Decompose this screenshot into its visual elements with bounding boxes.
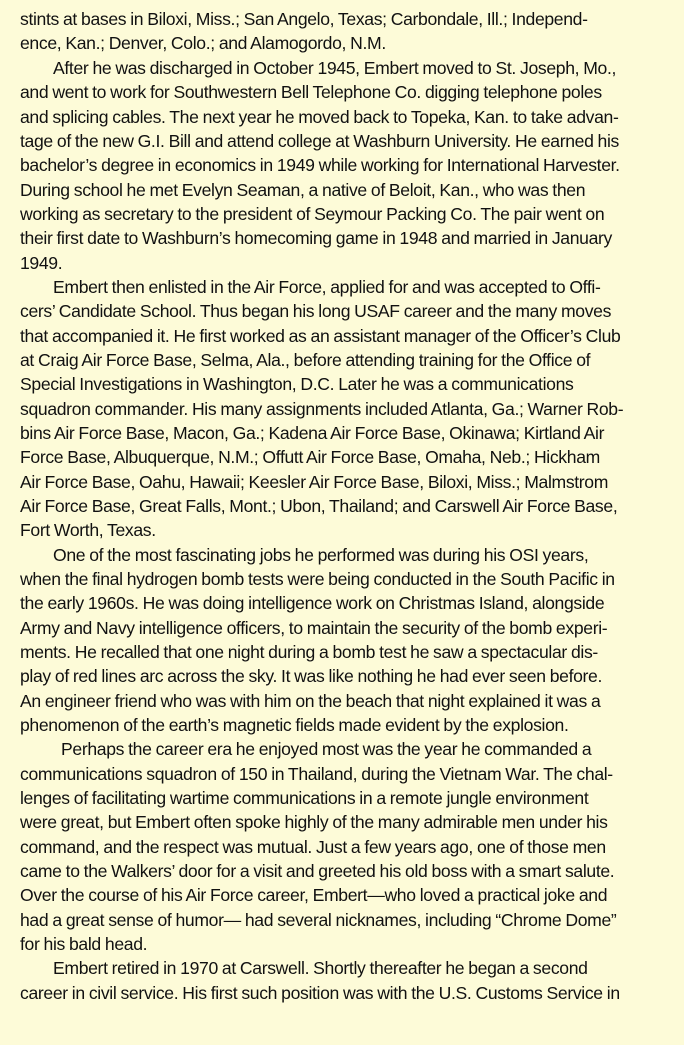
text-line: play of red lines arc across the sky. It was like nothing he had ever seen before. [20,666,603,686]
text-line: ments. He recalled that one night during a bomb test he saw a spectacular dis- [20,642,598,662]
text-line: tage of the new G.I. Bill and attend college at Washburn University. He earned his [20,131,619,151]
text-line: bachelor’s degree in economics in 1949 while working for International Harvester. [20,155,620,175]
text-line: at Craig Air Force Base, Selma, Ala., before attending training for the Office of [20,350,591,370]
text-line: After he was discharged in October 1945, Embert moved to St. Joseph, Mo., [53,58,617,78]
text-line: career in civil service. His first such position was with the U.S. Customs Service in [20,983,620,1003]
text-line: bins Air Force Base, Macon, Ga.; Kadena Air Force Base, Okinawa; Kirtland Air [20,423,605,443]
text-line: Air Force Base, Great Falls, Mont.; Ubon, Thailand; and Carswell Air Force Base, [20,496,618,516]
text-line: An engineer friend who was with him on the beach that night explained it was a [20,691,601,711]
text-line: when the final hydrogen bomb tests were being conducted in the South Pacific in [20,569,615,589]
text-line: phenomenon of the earth’s magnetic fields made evident by the explosion. [20,715,569,735]
text-line: Perhaps the career era he enjoyed most was the year he commanded a [61,739,592,759]
text-line: Embert then enlisted in the Air Force, applied for and was accepted to Offi- [53,277,601,297]
text-line: 1949. [20,253,63,273]
text-line: command, and the respect was mutual. Just a few years ago, one of those men [20,837,606,857]
text-line: that accompanied it. He first worked as an assistant manager of the Officer’s Club [20,326,621,346]
text-line: came to the Walkers’ door for a visit and greeted his old boss with a smart salute. [20,861,615,881]
text-line: were great, but Embert often spoke highly of the many admirable men under his [20,812,608,832]
text-line: had a great sense of humor— had several nicknames, including “Chrome Dome” [20,910,617,930]
text-line: cers’ Candidate School. Thus began his long USAF career and the many moves [20,301,612,321]
text-line: their first date to Washburn’s homecoming game in 1948 and married in January [20,228,612,248]
text-line: Embert retired in 1970 at Carswell. Shortly thereafter he began a second [53,958,588,978]
text-line: and splicing cables. The next year he moved back to Topeka, Kan. to take advan- [20,107,619,127]
text-line: lenges of facilitating wartime communications in a remote jungle environment [20,788,589,808]
text-line: Special Investigations in Washington, D.C. Later he was a communications [20,374,574,394]
text-line: squadron commander. His many assignments included Atlanta, Ga.; Warner Rob- [20,399,624,419]
text-line: Force Base, Albuquerque, N.M.; Offutt Air Force Base, Omaha, Neb.; Hickham [20,447,600,467]
text-line: working as secretary to the president of Seymour Packing Co. The pair went on [20,204,605,224]
text-line: for his bald head. [20,934,148,954]
text-line: the early 1960s. He was doing intelligence work on Christmas Island, alongside [20,593,605,613]
text-line: Over the course of his Air Force career, Embert—who loved a practical joke and [20,885,608,905]
text-line: ence, Kan.; Denver, Colo.; and Alamogordo, N.M. [20,33,386,53]
text-line: One of the most fascinating jobs he performed was during his OSI years, [53,545,589,565]
text-line: Army and Navy intelligence officers, to maintain the security of the bomb experi- [20,618,608,638]
text-line: Fort Worth, Texas. [20,520,156,540]
text-line: communications squadron of 150 in Thailand, during the Vietnam War. The chal- [20,764,613,784]
text-line: and went to work for Southwestern Bell Telephone Co. digging telephone poles [20,82,602,102]
text-line: During school he met Evelyn Seaman, a native of Beloit, Kan., who was then [20,180,586,200]
text-line: Air Force Base, Oahu, Hawaii; Keesler Air Force Base, Biloxi, Miss.; Malmstrom [20,472,609,492]
text-line: stints at bases in Biloxi, Miss.; San Angelo, Texas; Carbondale, Ill.; Independ- [20,9,588,29]
